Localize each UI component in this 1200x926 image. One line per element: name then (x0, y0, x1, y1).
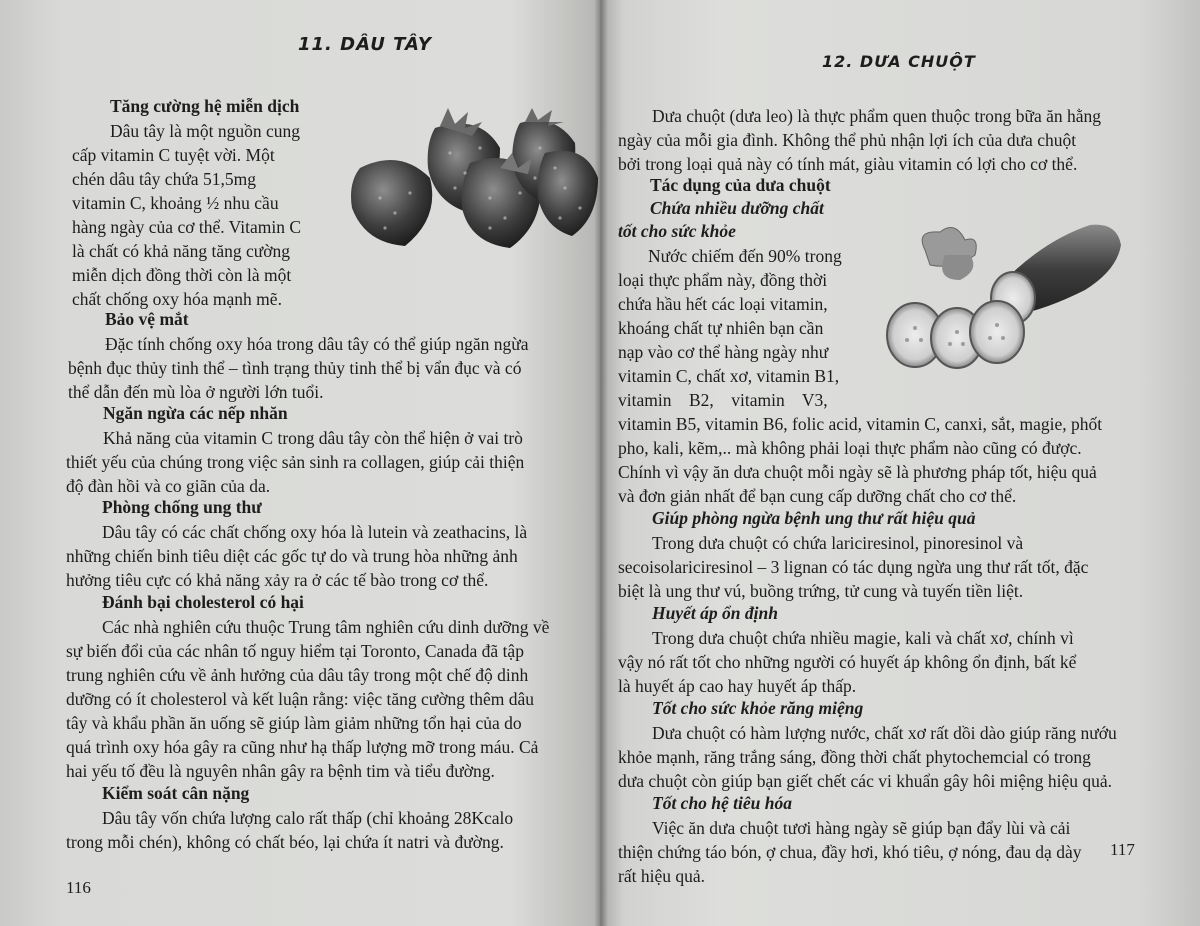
text-line: những chiến binh tiêu diệt các gốc tự do và trung hòa những ảnh (66, 546, 518, 566)
text-line: Đặc tính chống oxy hóa trong dâu tây có thể giúp ngăn ngừa (105, 334, 529, 354)
text-line: khỏe mạnh, răng trắng sáng, đồng thời chất phytochemcial có trong (618, 747, 1091, 767)
text-line: vitamin B2, vitamin V3, (618, 390, 828, 410)
text-line: Trong dưa chuột chứa nhiều magie, kali và chất xơ, chính vì (652, 628, 1074, 648)
text-line: vitamin C, khoảng ½ nhu cầu (72, 193, 279, 213)
text-line: vitamin C, chất xơ, vitamin B1, (618, 366, 840, 386)
text-line: Nước chiếm đến 90% trong (648, 246, 842, 266)
text-line: độ đàn hồi và co giãn của da. (66, 476, 271, 496)
text-line: trung nghiên cứu về ảnh hưởng của dâu tây trong một chế độ dinh (66, 665, 529, 685)
text-line: miễn dịch đồng thời còn là một (72, 265, 292, 285)
text-line: Dâu tây có các chất chống oxy hóa là lutein và zeathacins, là (102, 522, 528, 542)
text-line: Dưa chuột (dưa leo) là thực phẩm quen thuộc trong bữa ăn hằng (652, 106, 1102, 126)
text-line: hưởng tiêu cực có khả năng xảy ra ở các tế bào trong cơ thể. (66, 570, 489, 590)
text-line: Trong dưa chuột có chứa lariciresinol, pinoresinol và (652, 533, 1024, 553)
text-line: thiết yếu của chúng trong việc sản sinh ra collagen, giúp cải thiện (66, 452, 525, 472)
text-line: quá trình oxy hóa gây ra cũng như hạ thấp lượng mỡ trong máu. Cả (66, 737, 539, 757)
subsection-heading: Huyết áp ổn định (652, 603, 778, 623)
right-page (600, 0, 1200, 926)
text-line: nạp vào cơ thể hàng ngày như (618, 342, 829, 362)
text-line: secoisolariciresinol – 3 lignan có tác dụng ngừa ung thư rất tốt, đặc (618, 557, 1089, 577)
chapter-title: 11. DÂU TÂY (298, 34, 432, 55)
chapter-title: 12. DƯA CHUỘT (822, 52, 976, 71)
text-line: Dưa chuột có hàm lượng nước, chất xơ rất dồi dào giúp răng nướu (652, 723, 1117, 743)
section-heading: Tăng cường hệ miễn dịch (110, 96, 300, 116)
page-number: 117 (1110, 840, 1135, 859)
text-line: rất hiệu quả. (618, 866, 705, 886)
text-line: hàng ngày của cơ thể. Vitamin C (72, 217, 302, 237)
text-line: chứa hầu hết các loại vitamin, (618, 294, 828, 314)
subsection-heading: Chứa nhiều dưỡng chất (650, 198, 824, 218)
subsection-heading: Giúp phòng ngừa bệnh ung thư rất hiệu quả (652, 508, 976, 528)
text-line: bệnh đục thủy tinh thể – tình trạng thủy tinh thể bị vẩn đục và có (68, 358, 522, 378)
text-line: Khả năng của vitamin C trong dâu tây còn thể hiện ở vai trò (103, 428, 523, 448)
cucumber-illustration (885, 210, 1123, 388)
text-line: vitamin B5, vitamin B6, folic acid, vitamin C, canxi, sắt, magie, phốt (618, 414, 1103, 434)
text-line: dưa chuột còn giúp bạn giết chết các vi khuẩn gây hôi miệng hiệu quả. (618, 771, 1112, 791)
text-line: hai yếu tố đều là nguyên nhân gây ra bệnh tim và tiểu đường. (66, 761, 495, 781)
text-line: trong mỗi chén), không có chất béo, lại chứa ít natri và đường. (66, 832, 504, 852)
text-line: biệt là ung thư vú, buồng trứng, tử cung và tuyến tiền liệt. (618, 581, 1024, 601)
text-line: Dâu tây vốn chứa lượng calo rất thấp (chỉ khoảng 28Kcalo (102, 808, 514, 828)
section-heading: Kiểm soát cân nặng (102, 783, 250, 803)
text-line: chất chống oxy hóa mạnh mẽ. (72, 289, 282, 309)
strawberry-illustration (340, 108, 602, 253)
text-line: cấp vitamin C tuyệt vời. Một (72, 145, 275, 165)
text-line: khoáng chất tự nhiên bạn cần (618, 318, 824, 338)
book-gutter (594, 0, 608, 926)
section-heading: Phòng chống ung thư (102, 497, 262, 517)
text-line: là huyết áp cao hay huyết áp thấp. (618, 676, 857, 696)
text-line: Việc ăn dưa chuột tươi hàng ngày sẽ giúp bạn đẩy lùi và cải (652, 818, 1071, 838)
section-heading: Đánh bại cholesterol có hại (102, 592, 304, 612)
text-line: thiện chứng táo bón, ợ chua, đầy hơi, khó tiêu, ợ nóng, đau dạ dày (618, 842, 1082, 862)
section-heading: Ngăn ngừa các nếp nhăn (103, 403, 288, 423)
text-line: vậy nó rất tốt cho những người có huyết áp không ổn định, bất kể (618, 652, 1077, 672)
text-line: sự biến đổi của các nhân tố nguy hiểm tại Toronto, Canada đã tập (66, 641, 524, 661)
text-line: pho, kali, kẽm,.. mà không phải loại thực phẩm nào cũng có được. (618, 438, 1082, 458)
text-line: tây và khẩu phần ăn uống sẽ giúp làm giảm những tổn hại của do (66, 713, 522, 733)
subsection-heading: Tốt cho sức khỏe răng miệng (652, 698, 864, 718)
text-line: và đơn giản nhất để bạn cung cấp dưỡng chất cho cơ thể. (618, 486, 1017, 506)
text-line: Các nhà nghiên cứu thuộc Trung tâm nghiên cứu dinh dưỡng về (102, 617, 550, 637)
text-line: bởi trong loại quả này có tính mát, giàu vitamin có lợi cho cơ thể. (618, 154, 1078, 174)
text-line: chén dâu tây chứa 51,5mg (72, 169, 256, 189)
text-line: là chất có khả năng tăng cường (72, 241, 290, 261)
text-line: loại thực phẩm này, đồng thời (618, 270, 828, 290)
text-line: ngày của mỗi gia đình. Không thể phủ nhận lợi ích của dưa chuột (618, 130, 1077, 150)
subsection-heading: tốt cho sức khỏe (618, 221, 736, 241)
section-heading: Tác dụng của dưa chuột (650, 175, 831, 195)
page-number: 116 (66, 878, 91, 897)
text-line: Chính vì vậy ăn dưa chuột mỗi ngày sẽ là phương pháp tốt, hiệu quả (618, 462, 1097, 482)
text-line: dưỡng có ít cholesterol và kết luận rằng: việc tăng cường thêm dâu (66, 689, 535, 709)
section-heading: Bảo vệ mắt (105, 309, 189, 329)
text-line: thể dẫn đến mù lòa ở người lớn tuổi. (68, 382, 324, 402)
text-line: Dâu tây là một nguồn cung (110, 121, 301, 141)
subsection-heading: Tốt cho hệ tiêu hóa (652, 793, 793, 813)
